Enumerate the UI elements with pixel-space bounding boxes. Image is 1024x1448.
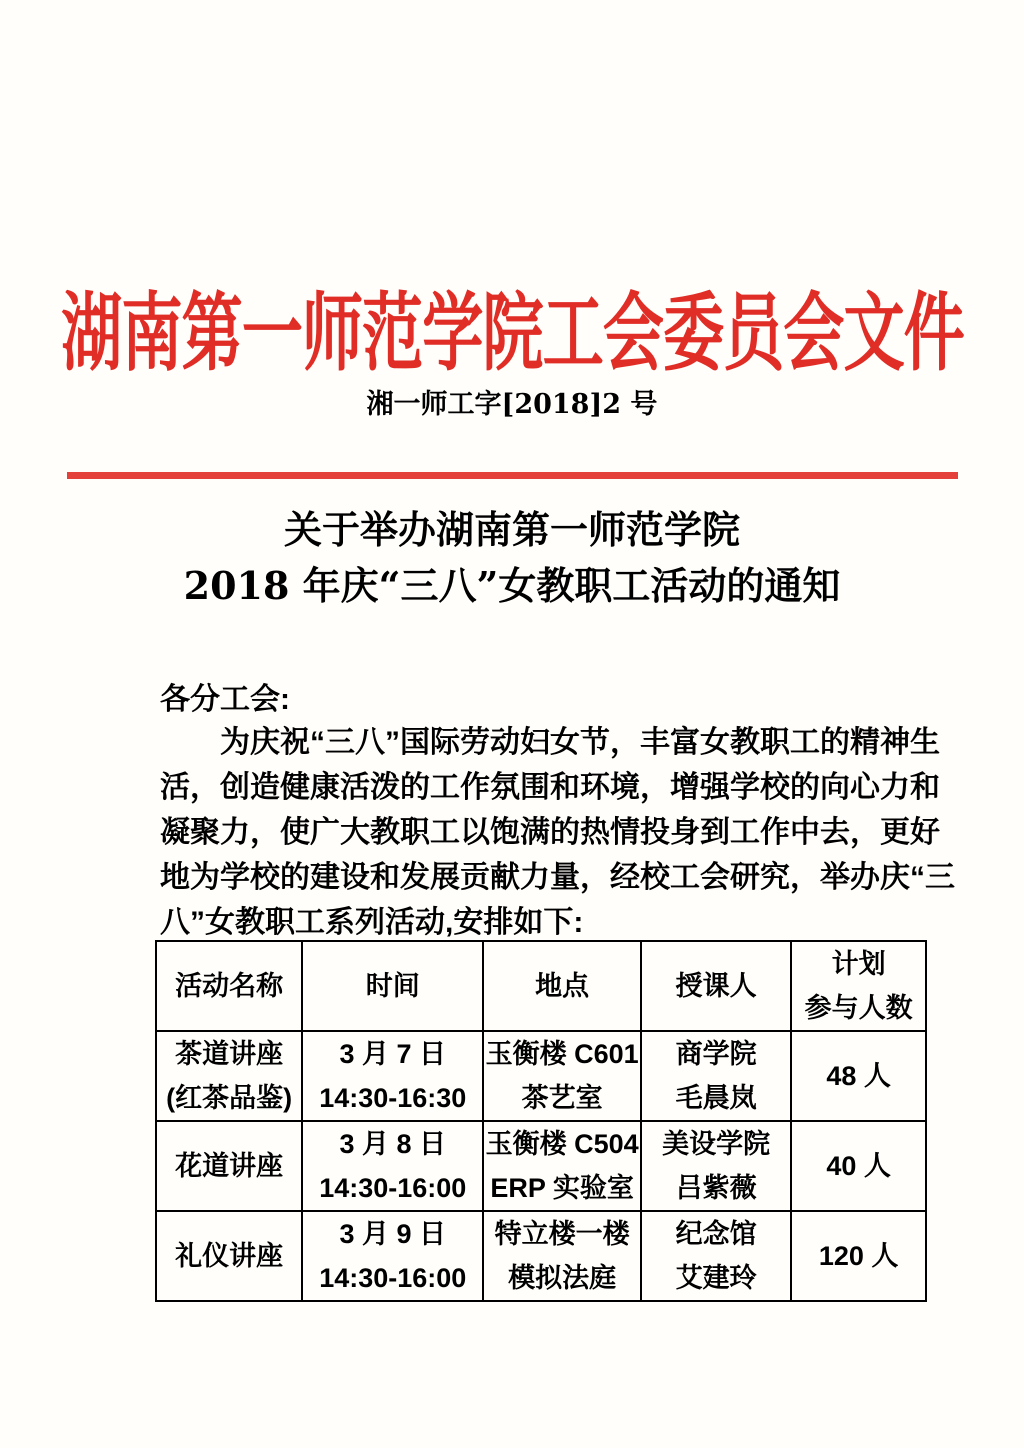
table-row — [156, 1031, 926, 1121]
org-title — [0, 266, 1024, 384]
table-cell — [641, 1211, 791, 1301]
cell-line: 茶艺室 — [521, 1083, 603, 1113]
cell-line: 48 人 — [826, 1061, 891, 1091]
notice-title-line: 关于举办湖南第一师范学院 — [283, 507, 740, 552]
header-cell — [641, 941, 791, 1031]
table-cell — [791, 1121, 926, 1211]
cell-line: 艾建玲 — [675, 1263, 757, 1293]
cell-line: 14:30-16:30 — [319, 1083, 467, 1113]
cell-line: 吕紫薇 — [675, 1173, 757, 1203]
table-cell — [641, 1121, 791, 1211]
table-row — [156, 1211, 926, 1301]
header-cell — [791, 941, 926, 1031]
header-cell — [483, 941, 641, 1031]
table-cell — [156, 1031, 302, 1121]
cell-line: 玉衡楼 C601 — [485, 1039, 639, 1069]
cell-line: 活动名称 — [175, 971, 284, 1001]
body-paragraph — [160, 720, 955, 945]
cell-line: 时间 — [365, 971, 420, 1001]
cell-line: 40 人 — [826, 1151, 891, 1181]
cell-line: 授课人 — [675, 971, 757, 1001]
table-row — [156, 1121, 926, 1211]
table-cell — [483, 1121, 641, 1211]
table-cell — [791, 1211, 926, 1301]
table-cell — [483, 1031, 641, 1121]
table-cell — [156, 1211, 302, 1301]
table-cell — [156, 1121, 302, 1211]
cell-line: 地点 — [535, 971, 590, 1001]
red-divider — [67, 472, 958, 479]
cell-line: ERP 实验室 — [490, 1173, 634, 1203]
cell-line: 特立楼一楼 — [494, 1219, 630, 1249]
cell-line: 商学院 — [675, 1039, 757, 1069]
cell-line: 14:30-16:00 — [319, 1173, 467, 1203]
cell-line: 花道讲座 — [175, 1151, 284, 1181]
salutation: 各分工会: — [160, 683, 290, 716]
header-cell — [302, 941, 483, 1031]
cell-line: 计划 — [831, 949, 886, 979]
cell-line: 3 月 9 日 — [339, 1219, 447, 1249]
cell-line: 玉衡楼 C504 — [485, 1129, 639, 1159]
cell-line: 茶道讲座 — [175, 1039, 284, 1069]
table-header-row — [156, 941, 926, 1031]
table-cell — [302, 1121, 483, 1211]
cell-line: 美设学院 — [662, 1129, 771, 1159]
cell-line: (红茶品鉴) — [166, 1083, 293, 1113]
notice-title — [0, 502, 1024, 614]
body-line: 为庆祝“三八”国际劳动妇女节，丰富女教职工的精神生 — [220, 726, 940, 759]
org-title-text: 湖南第一师范学院工会委员会文件 — [60, 284, 964, 384]
schedule-table — [155, 940, 927, 1302]
doc-number: 湘一师工字[2018]2 号 — [366, 389, 658, 420]
cell-line: 3 月 8 日 — [339, 1129, 447, 1159]
table-cell — [791, 1031, 926, 1121]
body-line: 活，创造健康活泼的工作氛围和环境，增强学校的向心力和 — [160, 771, 940, 804]
cell-line: 毛晨岚 — [675, 1083, 757, 1113]
body-line: 凝聚力，使广大教职工以饱满的热情投身到工作中去，更好 — [160, 816, 940, 849]
cell-line: 礼仪讲座 — [175, 1241, 284, 1271]
table-cell — [302, 1031, 483, 1121]
cell-line: 参与人数 — [804, 993, 913, 1023]
table-cell — [483, 1211, 641, 1301]
cell-line: 模拟法庭 — [508, 1263, 617, 1293]
notice-title-line: 2018 年庆“三八”女教职工活动的通知 — [183, 563, 841, 608]
cell-line: 3 月 7 日 — [339, 1039, 447, 1069]
cell-line: 纪念馆 — [675, 1219, 757, 1249]
table-cell — [641, 1031, 791, 1121]
cell-line: 14:30-16:00 — [319, 1263, 467, 1293]
body-line: 地为学校的建设和发展贡献力量，经校工会研究，举办庆“三 — [160, 861, 955, 894]
body-line: 八”女教职工系列活动,安排如下: — [160, 906, 584, 939]
cell-line: 120 人 — [818, 1241, 899, 1271]
table-cell — [302, 1211, 483, 1301]
header-cell — [156, 941, 302, 1031]
